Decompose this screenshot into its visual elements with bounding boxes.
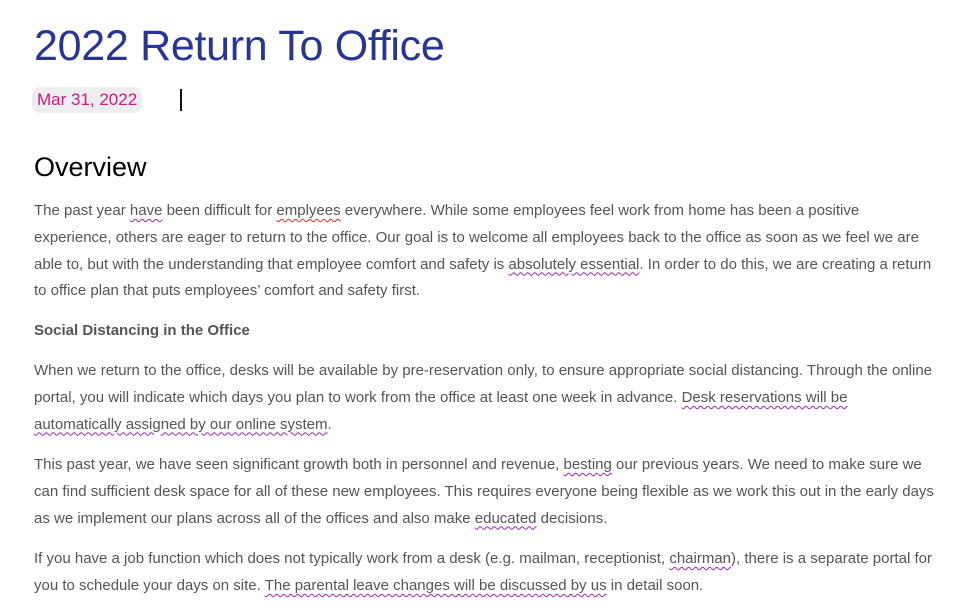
grammar-suggestion-underline: have — [129, 202, 163, 219]
paragraph-text: This past year, we have seen significant growth both in personnel and revenue, — [34, 456, 564, 473]
paragraph-text: . — [327, 415, 332, 433]
grammar-suggestion-underline: educated — [474, 509, 537, 527]
grammar-suggestion-underline: besting — [563, 456, 612, 473]
paragraph-text: If you have a job function which does not typically work from a desk (e.g. mailman, receptionist, — [34, 550, 670, 567]
paragraph-text: . In order to do this, we are creating a return to office plan that puts employees’ comfort and safety first. — [34, 255, 932, 300]
paragraph[interactable] — [34, 546, 934, 600]
date-chip[interactable]: Mar 31, 2022 — [32, 87, 142, 113]
section-heading-overview[interactable]: Overview — [34, 152, 147, 182]
grammar-suggestion-underline: The parental leave changes will be discussed by us — [264, 576, 607, 594]
paragraph[interactable] — [34, 198, 934, 305]
paragraph-text: everywhere. While some employees feel work from home has been a positive experience, others are eager to return to the office. Our goal is to welcome all employees back to the office as soon as we feel we are able to, but with the understanding that employee comfort and safety is — [34, 202, 919, 273]
paragraph-text: decisions. — [536, 509, 608, 527]
paragraph-text: ), there is a separate portal for you to schedule your days on site. — [34, 550, 932, 594]
document-title[interactable]: 2022 Return To Office — [34, 22, 445, 70]
text-cursor — [180, 89, 182, 111]
paragraph-text: When we return to the office, desks will be available by pre-reservation only, to ensure appropriate social distancing. Through the online portal, you will indicate which days you plan to work from the office at least one week in advance. — [34, 362, 933, 406]
subheading-social-distancing[interactable]: Social Distancing in the Office — [34, 322, 250, 339]
grammar-suggestion-underline: Desk reservations will be automatically assigned by our online system — [34, 388, 848, 433]
grammar-suggestion-underline: chairman — [669, 550, 732, 567]
paragraph-text: The past year — [34, 202, 130, 219]
paragraph[interactable] — [34, 452, 934, 532]
spelling-error-underline: emplyees — [276, 202, 341, 219]
paragraph-text: in detail soon. — [606, 576, 704, 594]
paragraph-text: been difficult for — [162, 202, 277, 219]
paragraph-text: our previous years. We need to make sure we can find sufficient desk space for all of these new employees. This requires everyone being flexible as we work this out in the early days as we implement our plans across all of the offices and also make — [34, 456, 934, 527]
grammar-suggestion-underline: absolutely essential — [508, 255, 640, 273]
paragraph[interactable] — [34, 358, 934, 438]
